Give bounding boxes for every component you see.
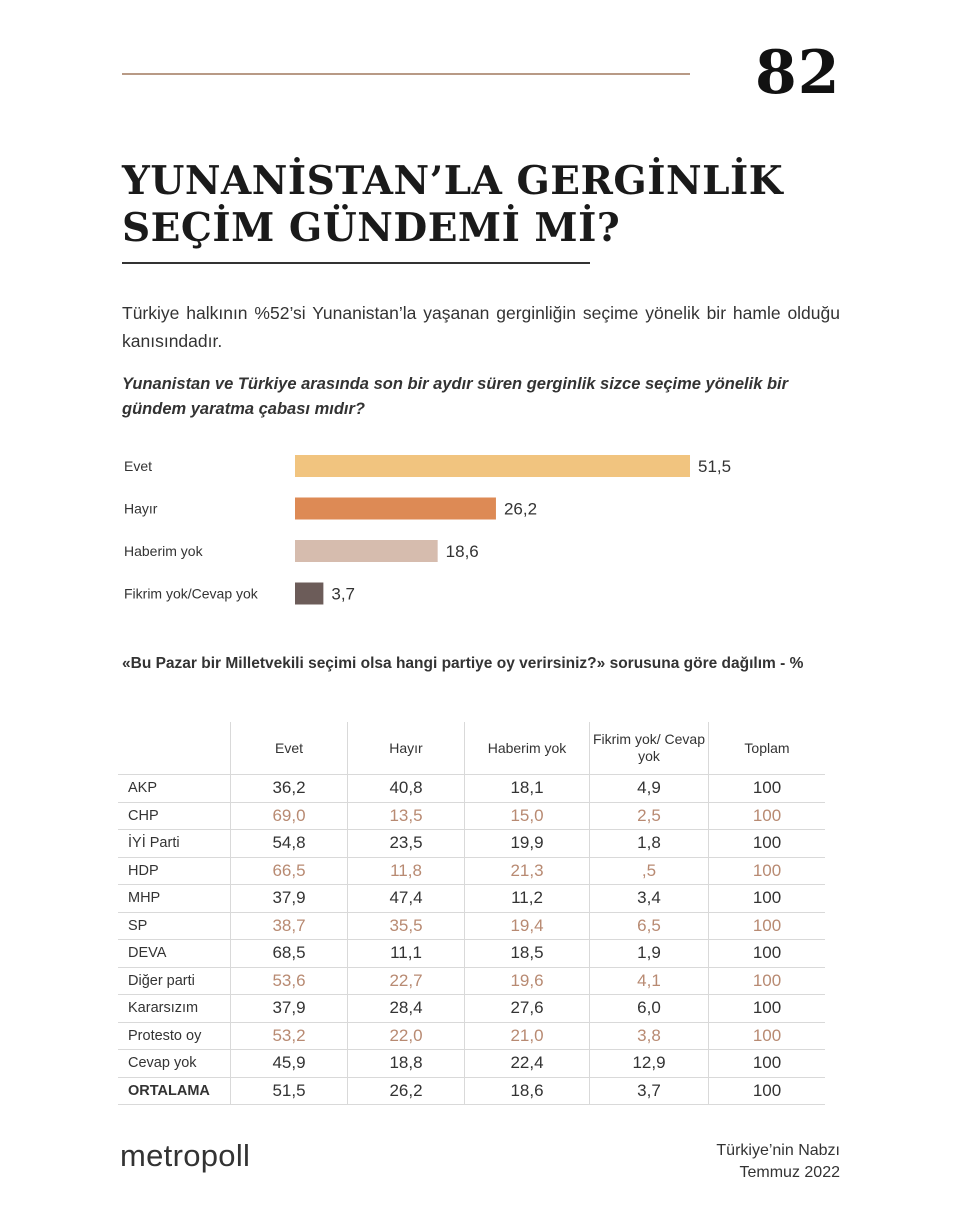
table-cell: 47,4	[348, 885, 465, 913]
table-cell: 11,1	[348, 940, 465, 968]
table-cell: 53,6	[231, 967, 348, 995]
title-divider	[122, 262, 590, 264]
bar	[295, 498, 496, 520]
table-cell: 68,5	[231, 940, 348, 968]
bar	[295, 583, 323, 605]
table-cell: 100	[709, 940, 826, 968]
bar-value-label: 18,6	[445, 542, 479, 561]
header-cell: Evet	[231, 722, 348, 775]
row-label: ORTALAMA	[118, 1077, 231, 1105]
table-cell: 100	[709, 1022, 826, 1050]
table-cell: 2,5	[590, 802, 709, 830]
row-label: CHP	[118, 802, 231, 830]
header-cell: Toplam	[709, 722, 826, 775]
row-label: Kararsızım	[118, 995, 231, 1023]
table-cell: 21,3	[465, 857, 590, 885]
table-cell: 15,0	[465, 802, 590, 830]
table-cell: 19,4	[465, 912, 590, 940]
table-row	[118, 802, 825, 830]
table-cell: 1,8	[590, 830, 709, 858]
bar-category-label: Fikrim yok/Cevap yok	[124, 585, 258, 602]
table-cell: 100	[709, 1077, 826, 1105]
table-cell: 100	[709, 912, 826, 940]
table-cell: 21,0	[465, 1022, 590, 1050]
table-cell: 28,4	[348, 995, 465, 1023]
table-cell: 12,9	[590, 1050, 709, 1078]
table-cell: 66,5	[231, 857, 348, 885]
header-corner	[118, 722, 231, 775]
row-label: İYİ Parti	[118, 830, 231, 858]
bar-chart	[110, 440, 830, 620]
bar-value-label: 26,2	[503, 499, 538, 519]
top-divider	[122, 73, 690, 75]
table-cell: 36,2	[231, 775, 348, 803]
table-cell: 100	[709, 885, 826, 913]
title-line-2: SEÇİM GÜNDEMİ Mİ?	[122, 205, 621, 251]
footer-publication: Türkiye’nin Nabzı	[716, 1142, 840, 1159]
row-label: AKP	[118, 775, 231, 803]
bar-category-label: Evet	[124, 458, 153, 474]
table-cell: 18,5	[465, 940, 590, 968]
table-cell: 100	[709, 967, 826, 995]
table-row	[118, 885, 825, 913]
row-label: Diğer parti	[118, 967, 231, 995]
bar-category-label: Hayır	[124, 500, 158, 517]
table-cell: 13,5	[348, 802, 465, 830]
table-cell: 100	[709, 830, 826, 858]
bar-value-label: 51,5	[698, 457, 732, 476]
table-cell: 53,2	[231, 1022, 348, 1050]
table-cell: 26,2	[348, 1077, 465, 1105]
row-label: Protesto oy	[118, 1022, 231, 1050]
table-cell: 69,0	[231, 802, 348, 830]
survey-question: Yunanistan ve Türkiye arasında son bir aydır süren gerginlik sizce seçime yönelik bir gündem yaratma çabası mıdır?	[122, 375, 789, 418]
table-cell: 37,9	[231, 885, 348, 913]
table-cell: 100	[709, 802, 826, 830]
bar-value-label: 3,7	[331, 584, 356, 604]
footer-info	[716, 1140, 840, 1184]
table-cell: 51,5	[231, 1077, 348, 1105]
table-cell: 19,9	[465, 830, 590, 858]
table-row	[118, 967, 825, 995]
table-cell: 40,8	[348, 775, 465, 803]
metropoll-logo: metropoll	[120, 1138, 251, 1173]
header-cell: Fikrim yok/ Cevap yok	[590, 722, 709, 775]
table-row	[118, 940, 825, 968]
footer-date: Temmuz 2022	[739, 1164, 840, 1181]
row-label: MHP	[118, 885, 231, 913]
table-cell: 35,5	[348, 912, 465, 940]
table-cell: 6,0	[590, 995, 709, 1023]
bar	[295, 540, 438, 562]
table-cell: 3,8	[590, 1022, 709, 1050]
table-row	[118, 912, 825, 940]
table-row	[118, 1050, 825, 1078]
table-row	[118, 775, 825, 803]
row-label: Cevap yok	[118, 1050, 231, 1078]
table-row	[118, 995, 825, 1023]
table-cell: 1,9	[590, 940, 709, 968]
table-cell: 54,8	[231, 830, 348, 858]
table-cell: 3,7	[590, 1077, 709, 1105]
party-distribution-table	[118, 722, 825, 1105]
table-row	[118, 1022, 825, 1050]
table-row	[118, 830, 825, 858]
header-cell: Haberim yok	[465, 722, 590, 775]
table-cell: 6,5	[590, 912, 709, 940]
table-caption: «Bu Pazar bir Milletvekili seçimi olsa hangi partiye oy verirsiniz?» sorusuna göre dağılım - %	[122, 655, 804, 672]
page-title	[122, 158, 822, 252]
table-cell: 18,1	[465, 775, 590, 803]
table-header-row	[118, 722, 825, 775]
table-cell: 100	[709, 775, 826, 803]
table-cell: 11,2	[465, 885, 590, 913]
table-cell: 27,6	[465, 995, 590, 1023]
bar	[295, 455, 690, 477]
table-cell: 18,8	[348, 1050, 465, 1078]
table-cell: 38,7	[231, 912, 348, 940]
row-label: SP	[118, 912, 231, 940]
table-cell: 4,9	[590, 775, 709, 803]
table-cell: 23,5	[348, 830, 465, 858]
table-row-average	[118, 1077, 825, 1105]
table-cell: 3,4	[590, 885, 709, 913]
bar-category-label: Haberim yok	[124, 543, 203, 559]
lead-paragraph: Türkiye halkının %52’si Yunanistan’la yaşanan gerginliğin seçime yönelik bir hamle olduğu kanısındadır.	[122, 303, 840, 351]
row-label: HDP	[118, 857, 231, 885]
table-cell: 19,6	[465, 967, 590, 995]
table-cell: 18,6	[465, 1077, 590, 1105]
table-row	[118, 857, 825, 885]
page-number: 82	[755, 38, 841, 108]
table-cell: 22,4	[465, 1050, 590, 1078]
table-cell: 45,9	[231, 1050, 348, 1078]
table-cell: 100	[709, 857, 826, 885]
table-cell: 11,8	[348, 857, 465, 885]
table-cell: 22,7	[348, 967, 465, 995]
table-cell: 4,1	[590, 967, 709, 995]
table-cell: ,5	[590, 857, 709, 885]
table-cell: 100	[709, 1050, 826, 1078]
title-line-1: YUNANİSTAN’LA GERGİNLİK	[122, 158, 784, 204]
table-cell: 22,0	[348, 1022, 465, 1050]
row-label: DEVA	[118, 940, 231, 968]
header-cell: Hayır	[348, 722, 465, 775]
table-cell: 37,9	[231, 995, 348, 1023]
table-cell: 100	[709, 995, 826, 1023]
